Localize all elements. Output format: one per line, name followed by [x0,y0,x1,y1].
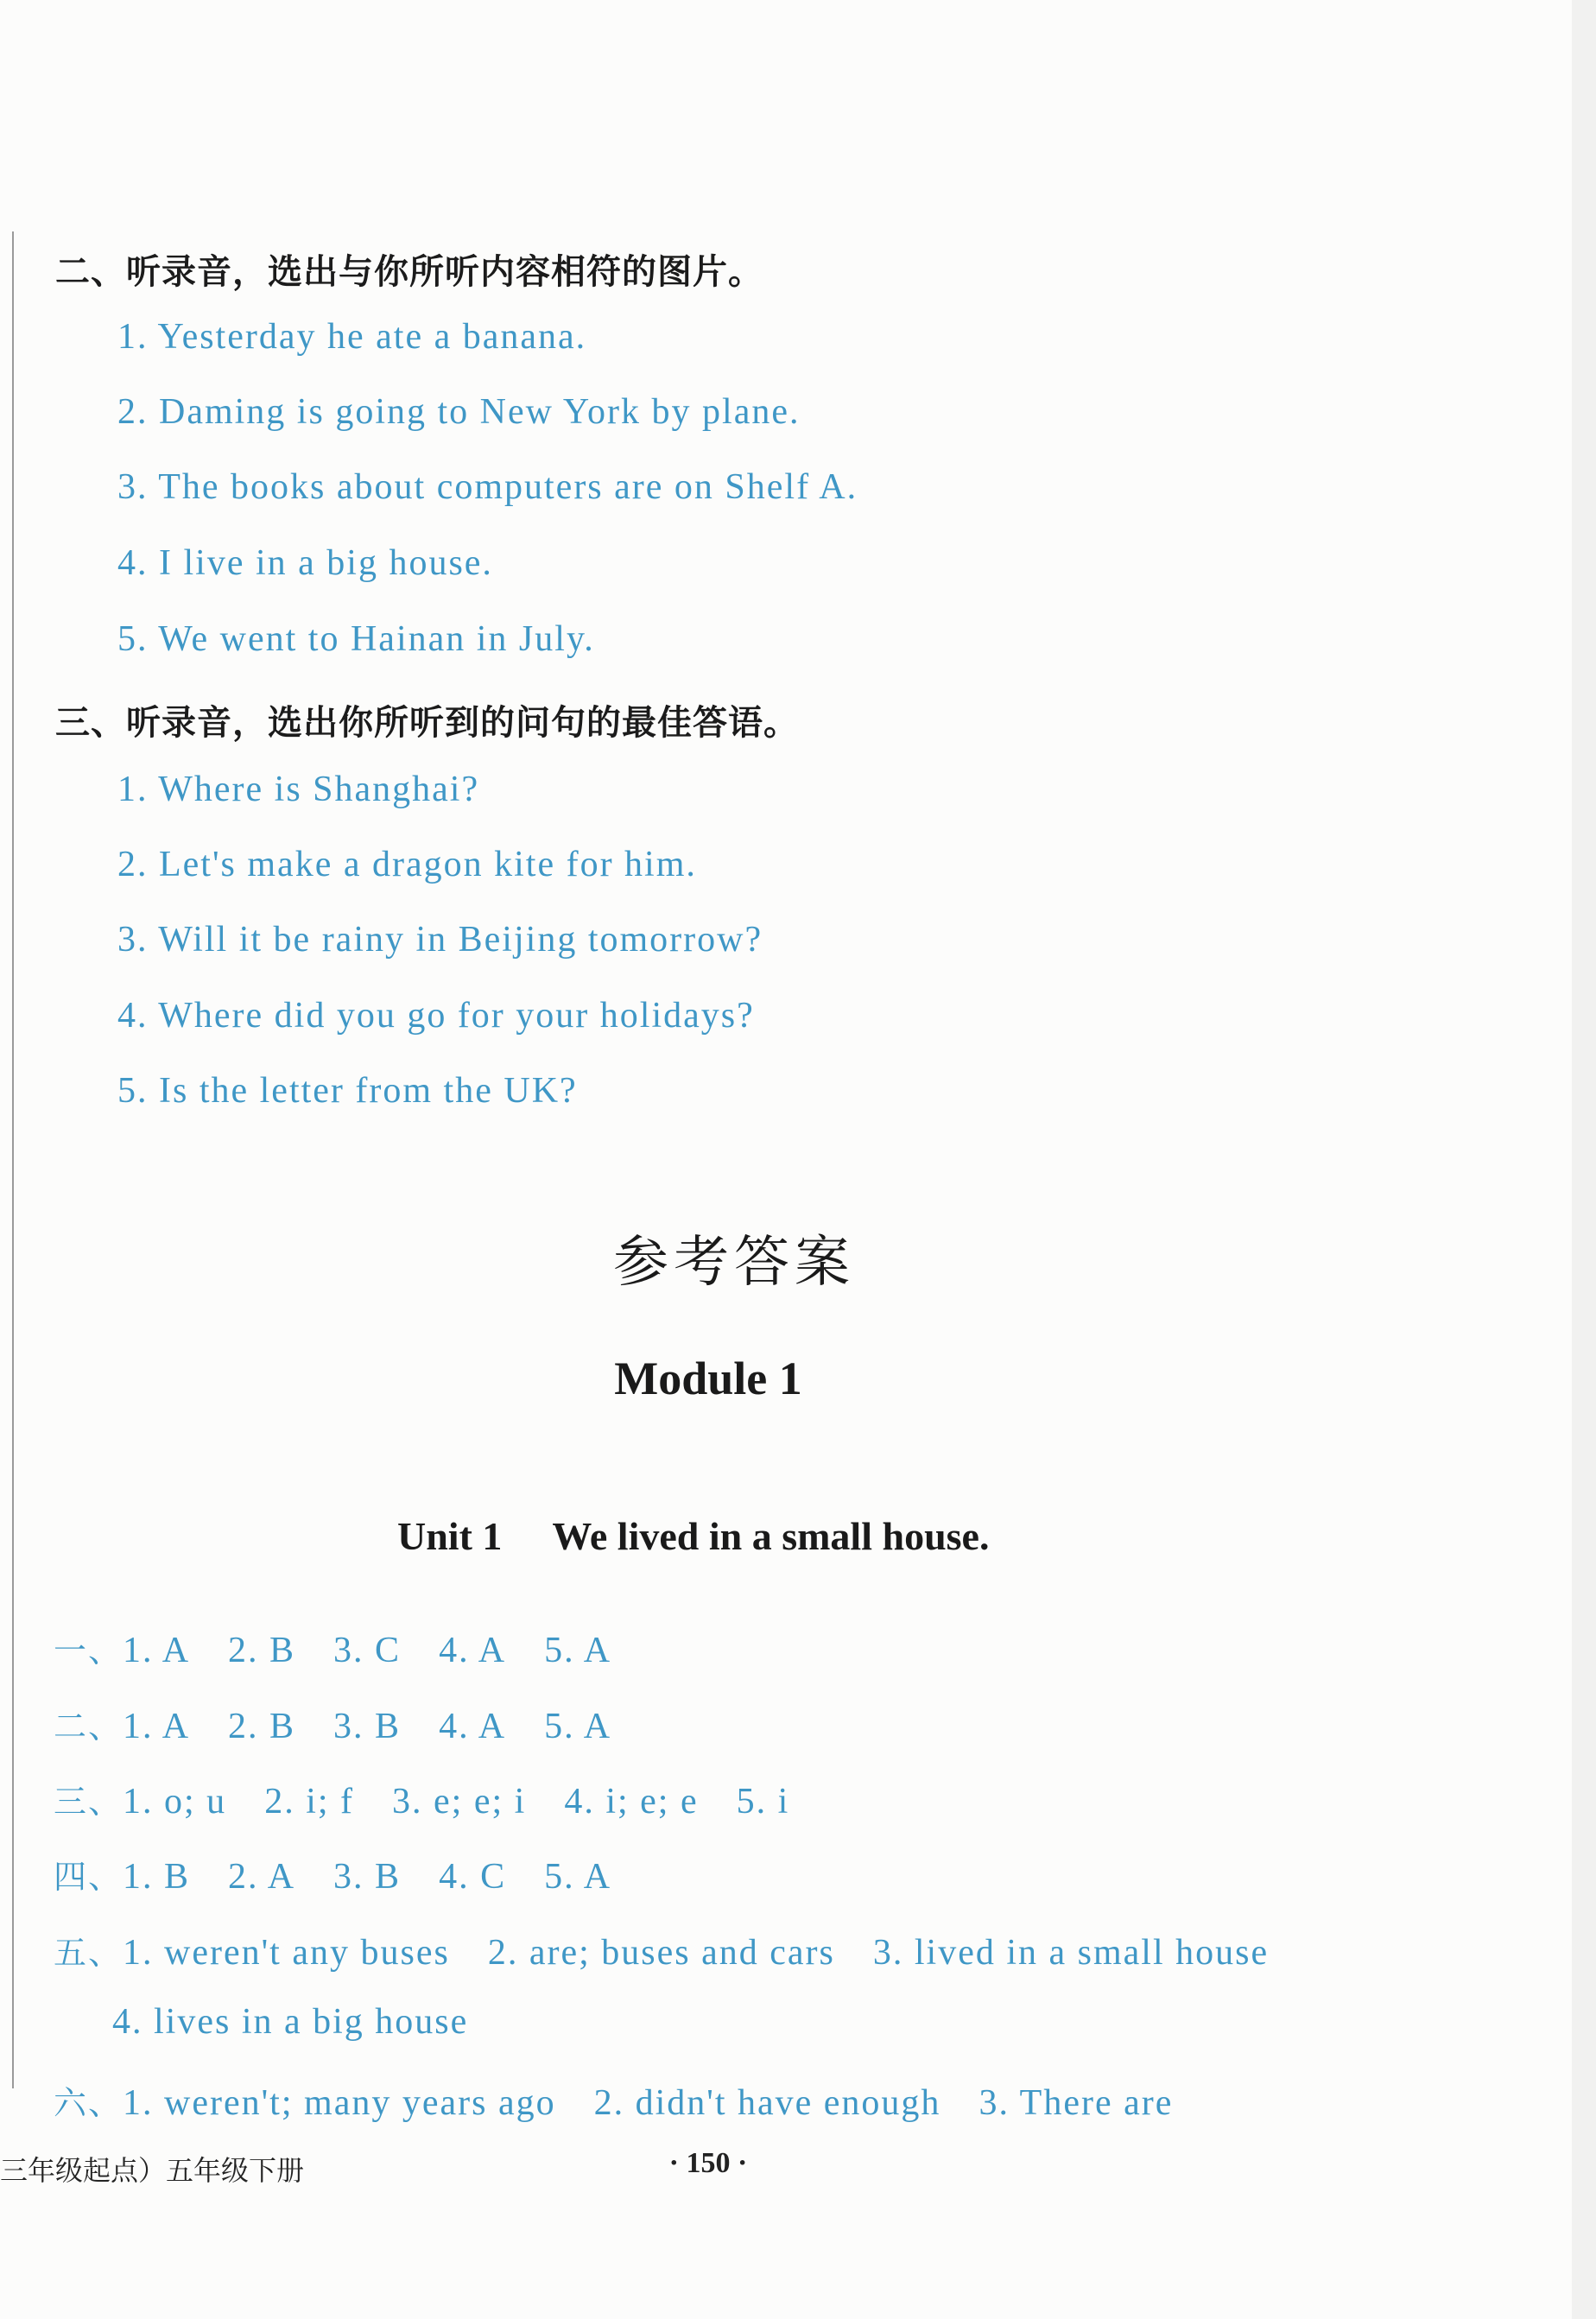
answer-item: 3. B [333,1857,402,1897]
answer-item: 1. A [123,1631,191,1670]
answer-item: 1. weren't; many years ago [123,2083,556,2123]
answer-item: 4. i; e; e [564,1782,699,1822]
unit-title [397,1513,989,1559]
answer-item: 2. are; buses and cars [487,1933,835,1973]
footer-book-info: 三年级起点）五年级下册 [0,2154,305,2187]
section-3-line-2: 2. Let's make a dragon kite for him. [117,845,697,884]
answer-item: 1. o; u [123,1782,227,1822]
section-2-line-4: 4. I live in a big house. [117,543,493,583]
answer-item: 2. didn't have enough [593,2083,941,2123]
section-3-line-4: 4. Where did you go for your holidays? [117,996,755,1036]
answer-item: 2. i; f [264,1782,355,1822]
answer-row-number: 六、 [54,2084,124,2122]
section-3-line-5: 5. Is the letter from the UK? [117,1071,578,1111]
answer-row-1 [54,1624,611,1671]
answer-item: 3. e; e; i [392,1782,527,1822]
answer-row-5 [54,1926,1269,1974]
section-2-line-2: 2. Daming is going to New York by plane. [117,392,801,432]
answer-row-2 [54,1700,611,1747]
section-2-line-1: 1. Yesterday he ate a banana. [117,317,587,357]
answer-item: 4. A [439,1631,507,1670]
answer-item: 3. There are [978,2083,1174,2123]
section-3-line-1: 1. Where is Shanghai? [117,770,480,809]
answer-row-6 [54,2076,1173,2124]
answer-item: 1. weren't any buses [123,1933,450,1973]
unit-name: We lived in a small house. [552,1514,990,1558]
page-edge-shadow [1572,0,1596,2319]
answer-row-3 [54,1775,789,1822]
answer-row-number: 二、 [54,1708,124,1746]
section-3-line-3: 3. Will it be rainy in Beijing tomorrow? [117,920,763,960]
answer-item: 4. C [439,1857,507,1897]
unit-label: Unit 1 [397,1514,503,1558]
answer-row-5-continued [112,2001,468,2043]
answer-item: 5. A [544,1707,612,1746]
answer-item: 5. A [544,1857,612,1897]
answer-item: 2. B [228,1631,296,1670]
answer-item: 2. B [228,1707,296,1746]
answer-row-number: 四、 [54,1858,124,1896]
answer-row-4 [54,1850,611,1898]
answer-item: 3. C [333,1631,402,1670]
answer-item: 5. A [544,1631,612,1670]
answer-item: 1. A [123,1707,191,1746]
answer-row-number: 三、 [54,1783,124,1821]
answer-item: 3. B [333,1707,402,1746]
page-number: · 150 · [668,2147,748,2179]
answer-item: 4. A [439,1707,507,1746]
answer-item: 2. A [228,1857,296,1897]
module-title: Module 1 [614,1353,802,1404]
answer-item: 5. i [736,1782,790,1822]
section-2-line-3: 3. The books about computers are on Shelf A. [117,467,858,507]
answer-item: 4. lives in a big house [112,2002,469,2042]
answer-item: 1. B [123,1857,191,1897]
answer-item: 3. lived in a small house [872,1933,1270,1973]
section-3-heading: 三、听录音，选出你所听到的问句的最佳答语。 [55,703,799,743]
section-2-heading: 二、听录音，选出与你所听内容相符的图片。 [55,252,763,292]
section-2-line-5: 5. We went to Hainan in July. [117,619,595,659]
margin-rule [12,231,14,2088]
answer-row-number: 一、 [54,1632,124,1670]
answer-key-title: 参考答案 [613,1231,855,1295]
answer-row-number: 五、 [54,1934,124,1972]
